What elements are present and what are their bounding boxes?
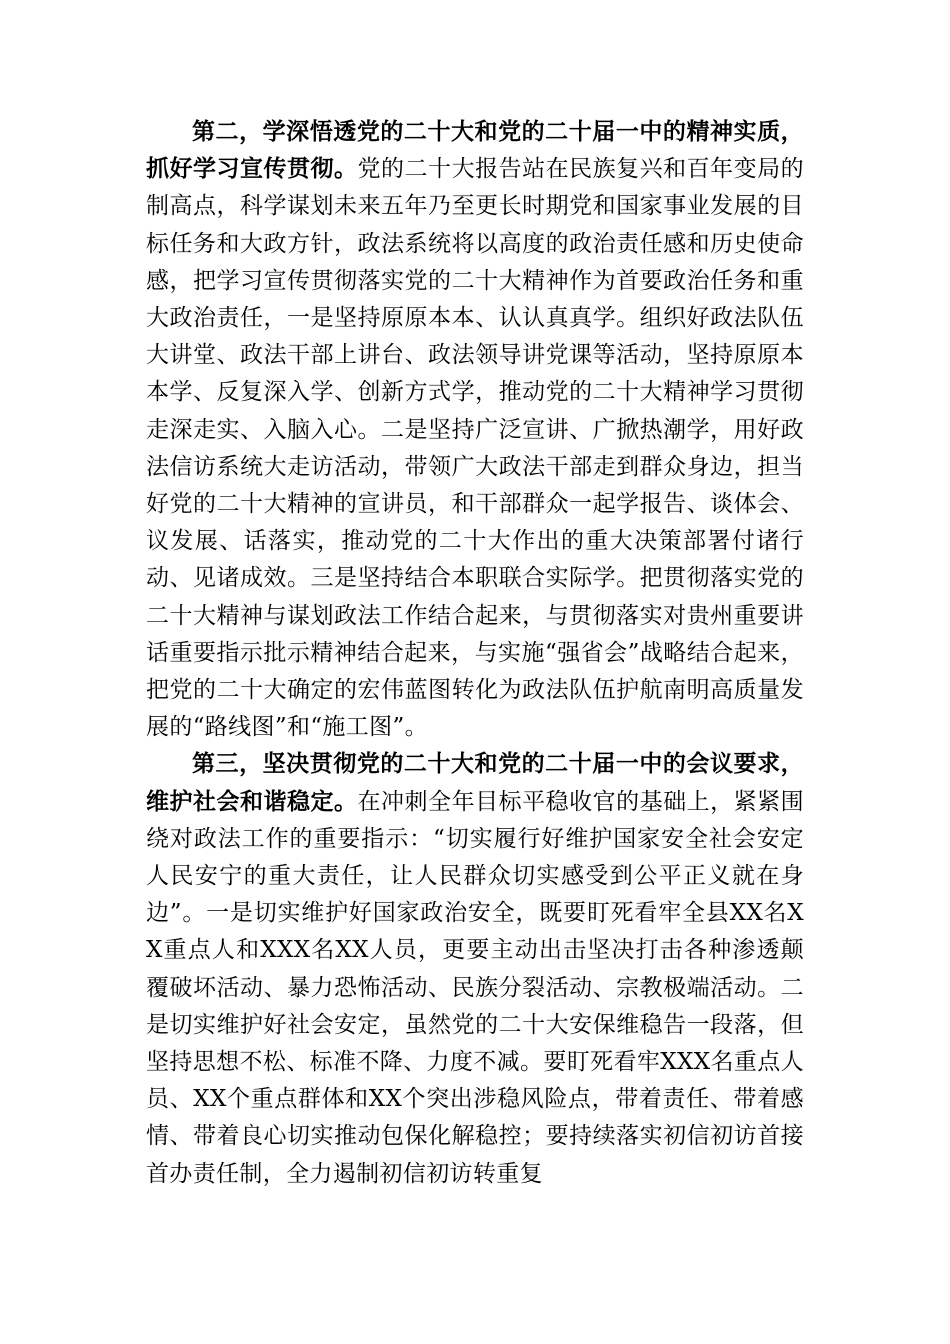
paragraph-heading: 第三，坚决贯彻党的二十大和党的二十届一中的会议要求，维护社会和谐稳定。 (146, 751, 804, 815)
paragraph-body: 党的二十大报告站在民族复兴和百年变局的制高点，科学谋划未来五年乃至更长时期党和国家事业发展的目标任务和大政方针，政法系统将以高度的政治责任感和历史使命感，把学习宣传贯彻落实党的二十大精神作为首要政治任务和重大政治责任，一是坚持原原本本、认认真真学。组织好政法队伍大讲堂、政法干部上讲台、政法领导讲党课等活动，坚持原原本本学、反复深入学、创新方式学，推动党的二十大精神学习贯彻走深走实、入脑入心。二是坚持广泛宣讲、广掀热潮学，用好政法信访系统大走访活动，带领广大政法干部走到群众身边，担当好党的二十大精神的宣讲员，和干部群众一起学报告、谈体会、议发展、话落实，推动党的二十大作出的重大决策部署付诸行动、见诸成效。三是坚持结合本职联合实际学。把贯彻落实党的二十大精神与谋划政法工作结合起来，与贯彻落实对贵州重要讲话重要指示批示精神结合起来，与实施“强省会”战略结合起来，把党的二十大确定的宏伟蓝图转化为政法队伍护航南明高质量发展的“路线图”和“施工图”。 (146, 156, 804, 741)
document-page (146, 114, 804, 1193)
paragraph-third (146, 746, 804, 1192)
paragraph-body: 在冲刺全年目标平稳收官的基础上，紧紧围绕对政法工作的重要指示：“切实履行好维护国家安全社会安定人民安宁的重大责任，让人民群众切实感受到公平正义就在身边”。一是切实维护好国家政治安全，既要盯死看牢全县XX名XX重点人和XXX名XX人员，更要主动出击坚决打击各种渗透颠覆破坏活动、暴力恐怖活动、民族分裂活动、宗教极端活动。二是切实维护好社会安定，虽然党的二十大安保维稳告一段落，但坚持思想不松、标准不降、力度不减。要盯死看牢XXX名重点人员、XX个重点群体和XX个突出涉稳风险点，带着责任、带着感情、带着良心切实推动包保化解稳控；要持续落实初信初访首接首办责任制，全力遏制初信初访转重复 (146, 788, 804, 1187)
paragraph-second (146, 114, 804, 746)
paragraph-heading: 第二，学深悟透党的二十大和党的二十届一中的精神实质，抓好学习宣传贯彻。 (146, 119, 804, 183)
